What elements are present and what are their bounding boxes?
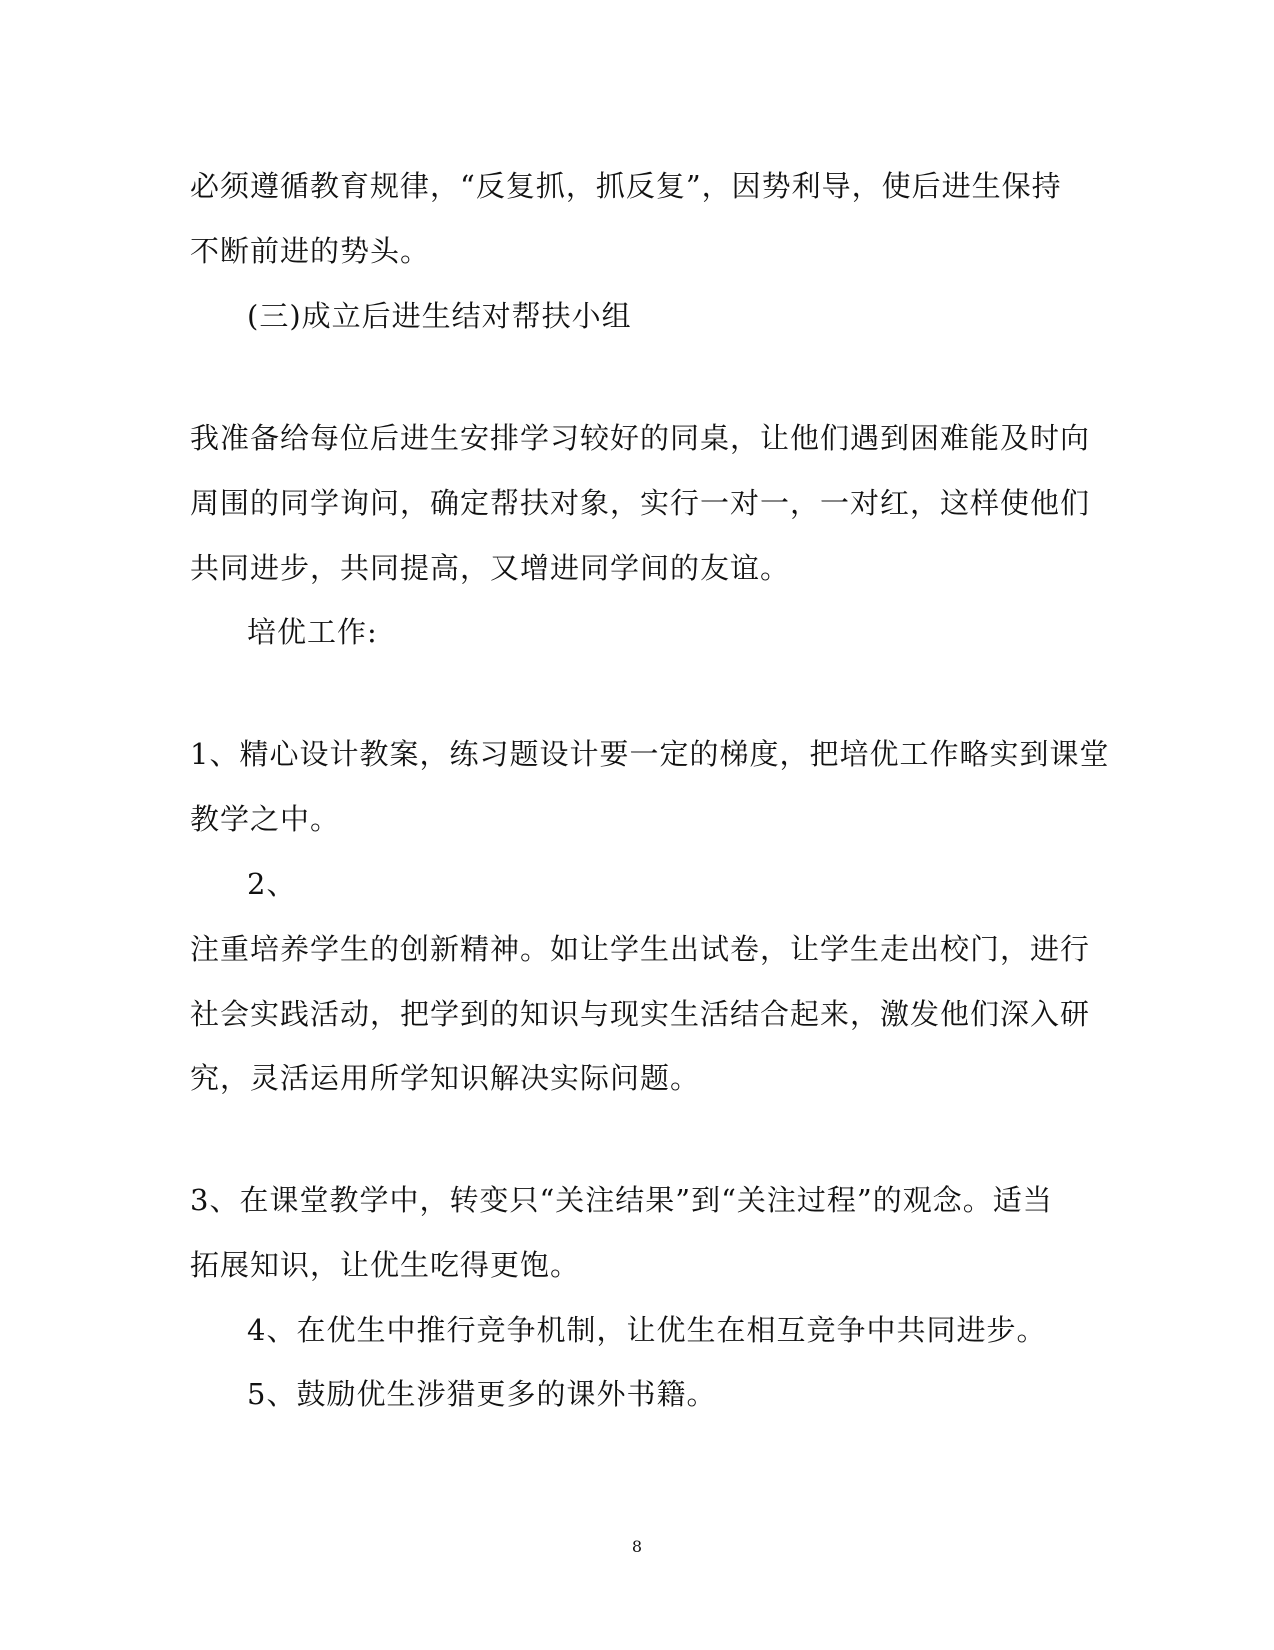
- text-line: 共同进步，共同提高，又增进同学间的友谊。: [190, 551, 791, 585]
- text-line: 究，灵活运用所学知识解决实际问题。: [190, 1061, 701, 1095]
- text-line: 社会实践活动，把学到的知识与现实生活结合起来，激发他们深入研: [190, 997, 1091, 1031]
- text-line: 周围的同学询问，确定帮扶对象，实行一对一，一对红，这样使他们: [190, 486, 1091, 520]
- text-line: 必须遵循教育规律，“反复抓，抓反复”，因势利导，使后进生保持: [190, 169, 1062, 203]
- text-line: 教学之中。: [190, 802, 341, 836]
- text-line: 1、精心设计教案，练习题设计要一定的梯度，把培优工作略实到课堂: [190, 737, 1110, 771]
- section-heading: (三)成立后进生结对帮扶小组: [247, 299, 632, 333]
- section-heading: 培优工作:: [247, 615, 378, 649]
- text-line: 3、在课堂教学中，转变只“关注结果”到“关注过程”的观念。适当: [190, 1183, 1053, 1217]
- text-line: 4、在优生中推行竞争机制，让优生在相互竞争中共同进步。: [247, 1313, 1047, 1347]
- list-marker: 2、: [247, 867, 297, 901]
- page-number: 8: [631, 1537, 643, 1556]
- text-line: 拓展知识，让优生吃得更饱。: [190, 1248, 581, 1282]
- text-line: 不断前进的势头。: [190, 234, 431, 268]
- text-line: 我准备给每位后进生安排学习较好的同桌，让他们遇到困难能及时向: [190, 421, 1091, 455]
- text-line: 注重培养学生的创新精神。如让学生出试卷，让学生走出校门，进行: [190, 932, 1091, 966]
- text-line: 5、鼓励优生涉猎更多的课外书籍。: [247, 1377, 717, 1411]
